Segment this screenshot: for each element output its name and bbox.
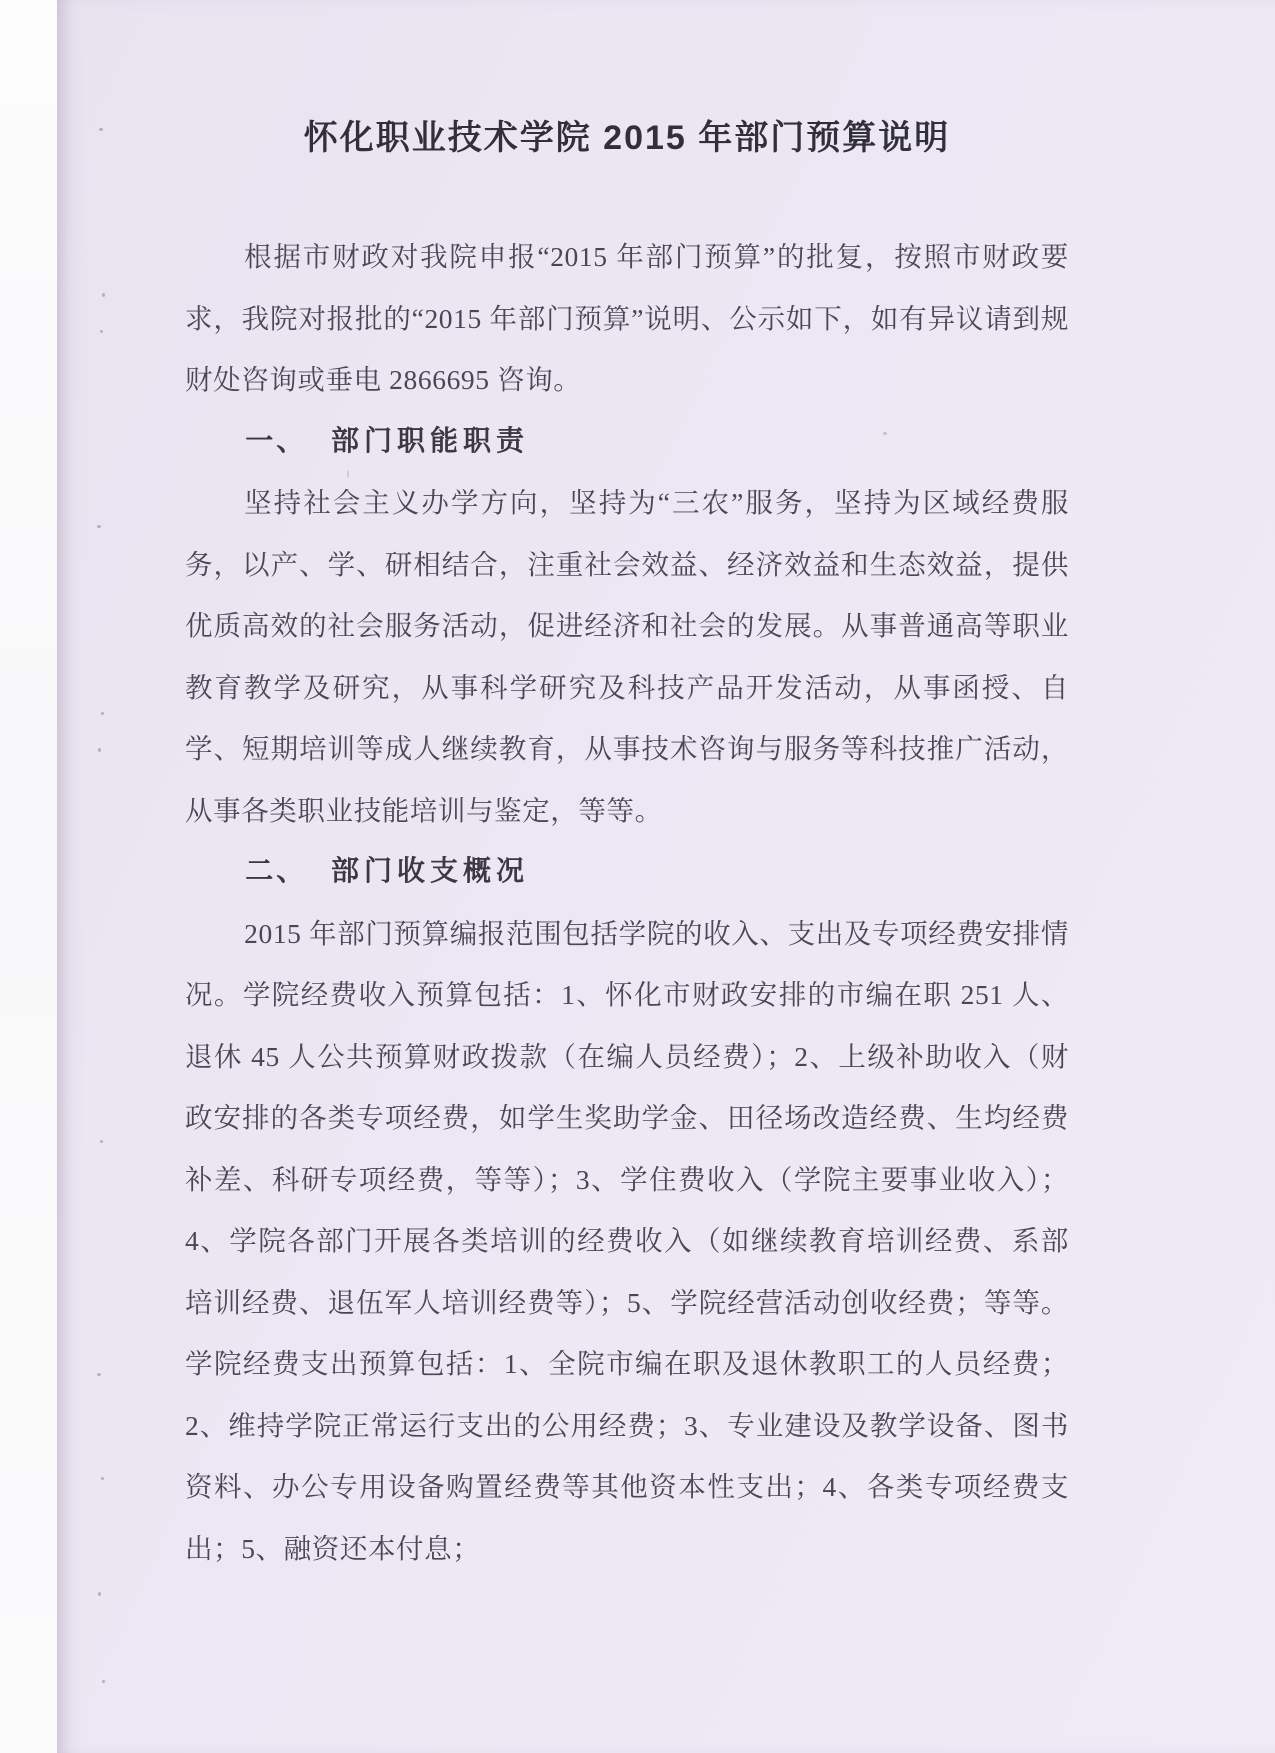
document-paper — [57, 0, 1275, 1753]
intro-paragraph: 根据市财政对我院申报“2015 年部门预算”的批复，按照市财政要求，我院对报批的“2015 年部门预算”说明、公示如下，如有异议请到规财处咨询或垂电 2866695 咨询。 — [185, 241, 1069, 395]
scanner-edge-strip — [0, 0, 57, 1753]
section1-body: 坚持社会主义办学方向，坚持为“三农”服务，坚持为区域经费服务，以产、学、研相结合，注重社会效益、经济效益和生态效益，提供优质高效的社会服务活动，促进经济和社会的发展。从事普通高等职业教育教学及研究，从事科学研究及科技产品开发活动，从事函授、自学、短期培训等成人继续教育，从事技术咨询与服务等科技推广活动，从事各类职业技能培训与鉴定，等等。 — [185, 487, 1069, 826]
section2-heading-number: 二、 — [245, 856, 308, 887]
section2-heading-title: 部门收支概况 — [331, 856, 530, 887]
section1-heading-title: 部门职能职责 — [331, 425, 530, 457]
section1-heading — [185, 411, 1069, 473]
section2-heading — [185, 841, 1069, 903]
section2-body: 2015 年部门预算编报范围包括学院的收入、支出及专项经费安排情况。学院经费收入预算包括：1、怀化市财政安排的市编在职 251 人、退休 45 人公共预算财政拨款（在编人员经费）；2、上级补助收入（财政安排的各类专项经费，如学生奖助学金、田径场改造经费、生均经费补差、科研专项经费，等等）；3、学住费收入（学院主要事业收入）；4、学院各部门开展各类培训的经费收入（如继续教育培训经费、系部培训经费、退伍军人培训经费等）；5、学院经营活动创收经费；等等。学院经费支出预算包括：1、全院市编在职及退休教职工的人员经费；2、维持学院正常运行支出的公用经费；3、专业建设及教学设备、图书资料、办公专用设备购置经费等其他资本性支出；4、各类专项经费支出；5、融资还本付息； — [185, 917, 1069, 1564]
document-text-block — [185, 0, 1069, 1579]
document-title: 怀化职业技术学院 2015 年部门预算说明 — [303, 119, 951, 157]
section1-heading-number: 一、 — [245, 425, 308, 457]
